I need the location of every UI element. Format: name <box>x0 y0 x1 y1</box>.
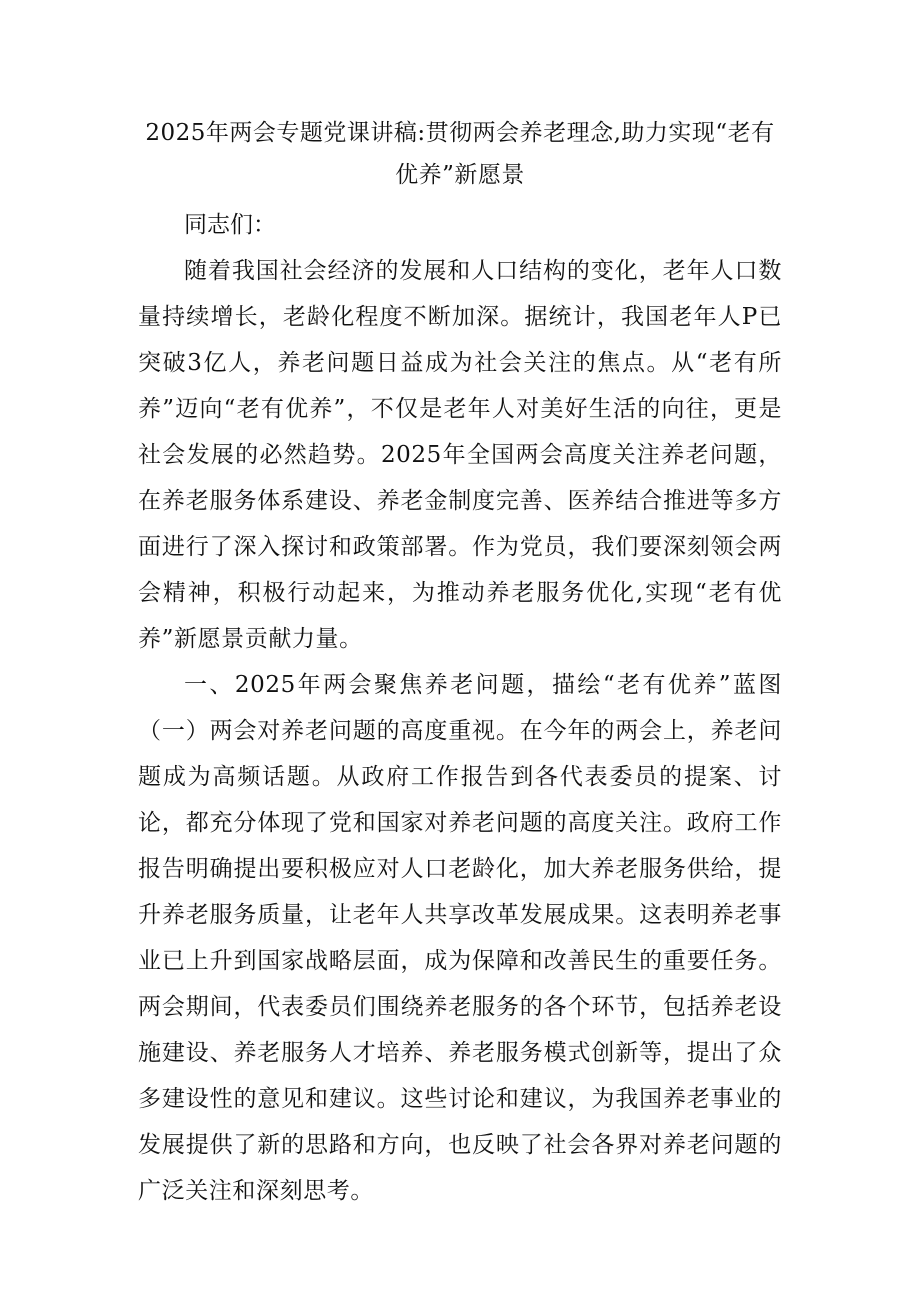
paragraph-section-one: 一、2025年两会聚焦养老问题，描绘“老有优养”蓝图（一）两会对养老问题的高度重视。在今年的两会上，养老问题成为高频话题。从政府工作报告到各代表委员的提案、讨论，都充分体现了党和国家对养老问题的高度关注。政府工作报告明确提出要积极应对人口老龄化，加大养老服务供给，提升养老服务质量，让老年人共享改革发展成果。这表明养老事业已上升到国家战略层面，成为保障和改善民生的重要任务。两会期间，代表委员们围绕养老服务的各个环节，包括养老设施建设、养老服务人才培养、养老服务模式创新等，提出了众多建设性的意见和建议。这些讨论和建议，为我国养老事业的发展提供了新的思路和方向，也反映了社会各界对养老问题的广泛关注和深刻思考。 <box>138 672 782 1204</box>
salutation: 同志们： <box>184 212 276 238</box>
document-title: 2025年两会专题党课讲稿:贯彻两会养老理念,助力实现“老有优养”新愿景 <box>145 120 775 188</box>
paragraph-intro: 随着我国社会经济的发展和人口结构的变化，老年人口数量持续增长，老龄化程度不断加深。据统计，我国老年人P已突破3亿人，养老问题日益成为社会关注的焦点。从“老有所养”迈向“老有优养”，不仅是老年人对美好生活的向往，更是社会发展的必然趋势。2025年全国两会高度关注养老问题，在养老服务体系建设、养老金制度完善、医养结合推进等多方面进行了深入探讨和政策部署。作为党员，我们要深刻领会两会精神，积极行动起来，为推动养老服务优化,实现“老有优养”新愿景贡献力量。 <box>138 258 782 652</box>
